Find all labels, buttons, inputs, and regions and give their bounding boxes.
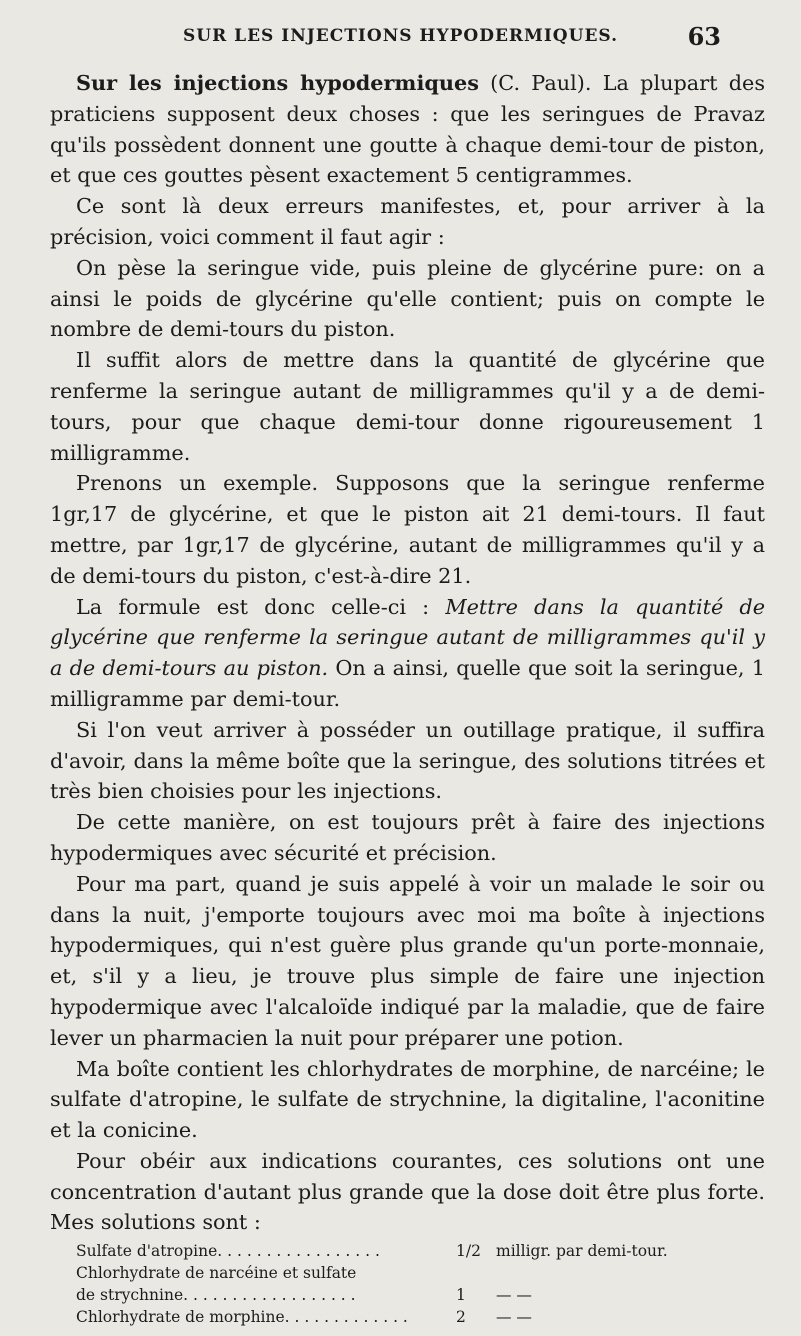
solution-name: Chlorhydrate de morphine	[76, 1308, 285, 1327]
paragraph-4: Il suffit alors de mettre dans la quantité de glycérine que renferme la seringue autant de milligrammes qu'il y a de demi-tours, pour que chaque demi-tour donne rigoureusement 1 milligramme.	[50, 348, 765, 465]
paragraph-2: Ce sont là deux erreurs manifestes, et, pour arriver à la précision, voici comment il faut agir :	[50, 194, 765, 249]
page-number: 63	[687, 22, 721, 51]
running-head	[0, 22, 801, 56]
paragraph-1	[50, 68, 765, 191]
table-row	[76, 1240, 716, 1262]
solution-name: Sulfate d'atropine	[76, 1242, 218, 1261]
solutions-table	[50, 1240, 716, 1328]
paragraph-9: Pour ma part, quand je suis appelé à voir un malade le soir ou dans la nuit, j'emporte toujours avec moi ma boîte à injections hypodermiques, qui n'est guère plus grande qu'un porte-monnaie, et, s'il y a lieu, je trouve plus simple de faire une injection hypodermique avec l'alcaloïde indiqué par la maladie, que de faire lever un pharmacien la nuit pour préparer une potion.	[50, 871, 765, 1050]
paragraph-6	[50, 592, 765, 715]
paragraph-7: Si l'on veut arriver à posséder un outillage pratique, il suffira d'avoir, dans la même boîte que la seringue, des solutions titrées et très bien choisies pour les injections.	[50, 717, 765, 804]
paragraph-1-text: La plupart des praticiens supposent deux choses : que les seringues de Pravaz qu'ils possèdent donnent une goutte à chaque demi-tour de piston, et que ces gouttes pèsent exactement 5 centigrammes.	[50, 71, 765, 188]
solution-dose: 1	[456, 1286, 466, 1305]
leader-dots: . . . . . . . . . . . . . . . . .	[217, 1242, 380, 1261]
solution-unit: — —	[496, 1286, 532, 1305]
formula-intro: La formule est donc celle-ci :	[76, 594, 446, 619]
paragraph-3: On pèse la seringue vide, puis pleine de glycérine pure: on a ainsi le poids de glycérine qu'elle contient; puis on compte le nombre de demi-tours du piston.	[50, 255, 765, 342]
solution-unit: milligr. par demi-tour.	[496, 1242, 668, 1261]
solution-unit: — —	[496, 1308, 532, 1327]
leader-dots: . . . . . . . . . . . . .	[284, 1308, 408, 1327]
formula-text: Mettre dans la quantité de glycérine que renferme la seringue autant de milligrammes qu'il y a de demi-tours au piston.	[50, 594, 766, 681]
table-row	[76, 1306, 716, 1328]
running-title: SUR LES INJECTIONS HYPODERMIQUES.	[183, 26, 618, 46]
solution-dose: 2	[456, 1308, 466, 1327]
solution-dose: 1/2	[456, 1242, 481, 1261]
article-author: (C. Paul).	[490, 71, 592, 95]
paragraph-11: Pour obéir aux indications courantes, ces solutions ont une concentration d'autant plus grande que la dose doit être plus forte. Mes solutions sont :	[50, 1148, 765, 1235]
paragraph-5: Prenons un exemple. Supposons que la seringue renferme 1gr,17 de glycérine, et que le piston ait 21 demi-tours. Il faut mettre, par 1gr,17 de glycérine, autant de milligrammes qu'il y a de demi-tours du piston, c'est-à-dire 21.	[50, 471, 765, 588]
solution-name: de strychnine	[76, 1286, 184, 1305]
paragraph-10: Ma boîte contient les chlorhydrates de morphine, de narcéine; le sulfate d'atropine, le sulfate de strychnine, la digitaline, l'aconitine et la conicine.	[50, 1056, 765, 1143]
paragraph-8: De cette manière, on est toujours prêt à faire des injections hypodermiques avec sécurité et précision.	[50, 810, 765, 865]
table-row	[76, 1262, 716, 1284]
article-title: Sur les injections hypodermiques	[76, 70, 479, 95]
table-row	[76, 1284, 716, 1306]
article-body	[50, 68, 765, 1328]
leader-dots: . . . . . . . . . . . . . . . . . .	[183, 1286, 356, 1305]
formula-conclusion: On a ainsi, quelle que soit la seringue, 1 milligramme par demi-tour.	[50, 656, 765, 711]
solution-name: Chlorhydrate de narcéine et sulfate	[76, 1264, 357, 1283]
